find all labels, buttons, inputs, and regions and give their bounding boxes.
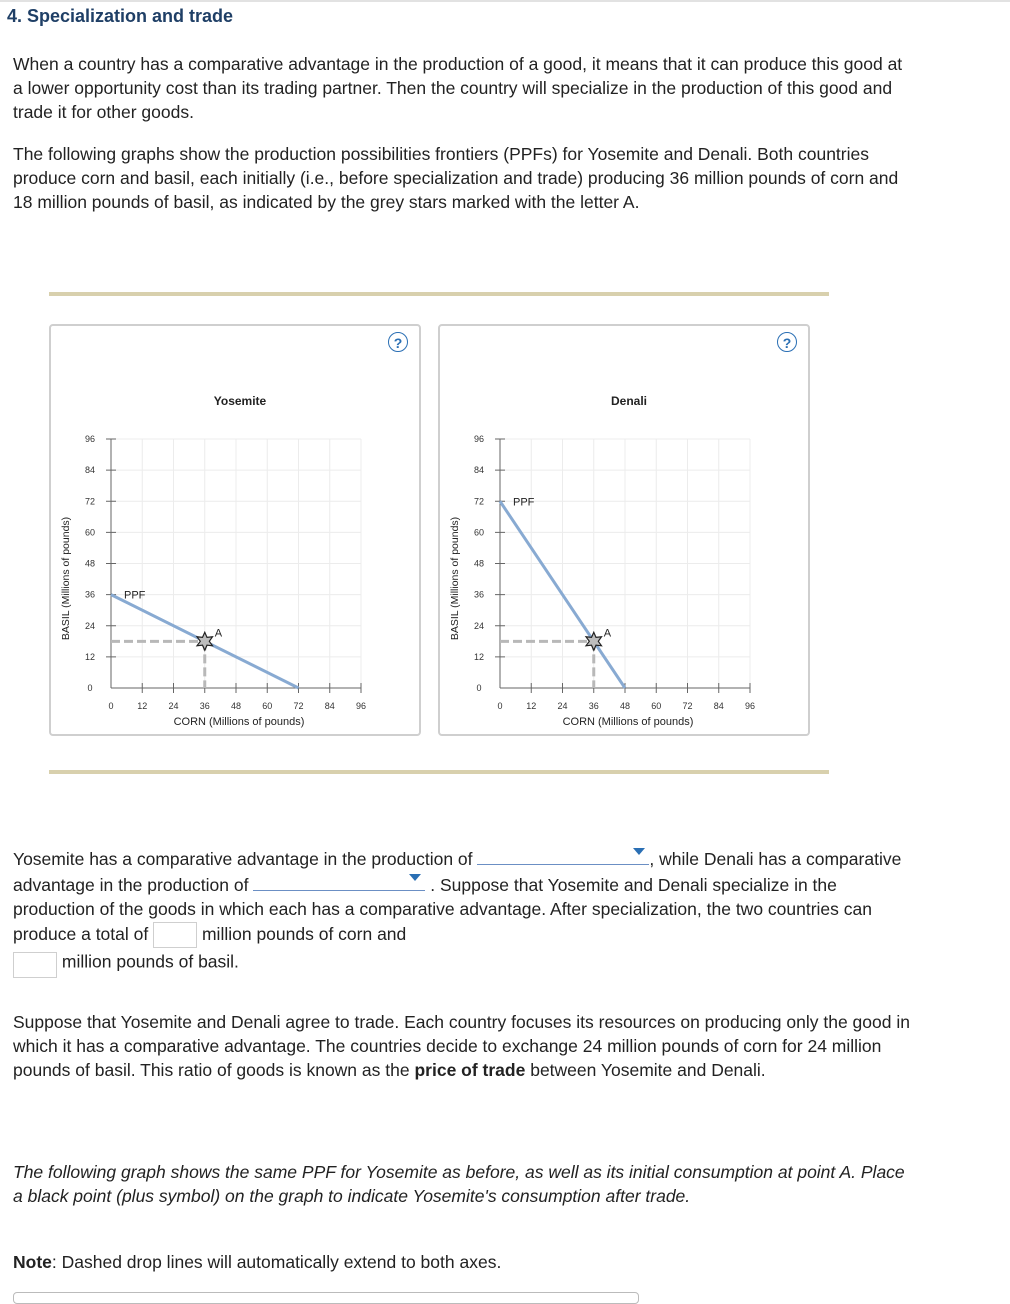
- question-text-2: , while Denali has a comparative advantage in the production of: [13, 849, 902, 895]
- page-title: 4. Specialization and trade: [7, 6, 234, 26]
- x-tick-label: 72: [682, 701, 693, 711]
- note-label: Note: [13, 1252, 52, 1272]
- x-tick-label: 84: [324, 701, 335, 711]
- x-tick-label: 48: [619, 701, 631, 711]
- x-axis-label: CORN (Millions of pounds): [562, 716, 694, 728]
- y-tick-label: 72: [84, 496, 96, 507]
- x-tick-label: 12: [137, 701, 148, 711]
- question-text-4: million pounds of corn and: [201, 923, 407, 944]
- ppf-label: PPF: [513, 496, 535, 509]
- dropdown-arrow-icon: [409, 874, 421, 881]
- x-axis-label: CORN (Millions of pounds): [173, 716, 305, 728]
- y-axis-label: BASIL (Millions of pounds): [449, 516, 461, 641]
- intro-paragraph-1: When a country has a comparative advantage in the production of a good, it means that it can produce this good at a lower opportunity cost than its trading partner. Then the country will specialize in the production of this good and trade it for other goods.: [13, 54, 903, 122]
- question-block: [13, 846, 913, 978]
- help-icon[interactable]: ?: [777, 332, 797, 352]
- comparative-advantage-denali-dropdown[interactable]: [253, 872, 425, 891]
- question-text-1: Yosemite has a comparative advantage in the production of: [13, 849, 473, 869]
- y-tick-label: 60: [84, 527, 96, 538]
- y-tick-label: 96: [84, 434, 96, 444]
- help-icon[interactable]: ?: [388, 332, 408, 352]
- y-tick-label: 48: [473, 558, 485, 569]
- y-tick-label: 24: [473, 620, 485, 631]
- x-tick-label: 48: [230, 701, 242, 711]
- x-tick-label: 24: [168, 701, 179, 711]
- y-tick-label: 84: [473, 465, 485, 476]
- intro-paragraph-2: The following graphs show the production possibilities frontiers (PPFs) for Yosemite and Denali. Both countries produce corn and basil, each initially (i.e., before specialization and trade) producing 36 million pounds of corn and 18 million pounds of basil, as indicated by the grey stars marked with the letter A.: [13, 144, 899, 212]
- comparative-advantage-yosemite-dropdown[interactable]: [477, 846, 649, 865]
- x-tick-label: 96: [355, 701, 367, 711]
- y-tick-label: 48: [84, 558, 96, 569]
- y-tick-label: 12: [84, 651, 96, 662]
- x-tick-label: 36: [199, 701, 210, 711]
- y-tick-label: 84: [84, 465, 96, 476]
- dropdown-arrow-icon: [633, 848, 645, 855]
- total-basil-input[interactable]: [13, 952, 57, 978]
- yosemite-graph-panel: [49, 324, 421, 736]
- trade-text-before: Suppose that Yosemite and Denali agree to trade. Each country focuses its resources on producing only the good in which it has a comparative advantage. The countries decide to exchange 24 million pounds of corn for 24 million pounds of basil. This ratio of goods is known as the: [13, 1012, 910, 1080]
- price-of-trade-term: price of trade: [414, 1060, 526, 1080]
- y-tick-label: 36: [473, 589, 485, 600]
- x-tick-label: 60: [651, 701, 662, 711]
- y-tick-label: 24: [84, 620, 96, 631]
- note-text: : Dashed drop lines will automatically extend to both axes.: [51, 1252, 502, 1272]
- y-tick-label: 96: [473, 434, 485, 444]
- x-tick-label: 84: [713, 701, 724, 711]
- graph-bottom-rule: [49, 770, 829, 774]
- y-tick-label: 12: [473, 651, 485, 662]
- x-tick-label: 12: [526, 701, 537, 711]
- x-tick-label: 0: [108, 701, 114, 711]
- x-tick-label: 0: [497, 701, 503, 711]
- y-axis-label: BASIL (Millions of pounds): [60, 516, 72, 641]
- chart-title: Yosemite: [213, 394, 267, 408]
- y-tick-label: 0: [87, 683, 93, 693]
- x-tick-label: 36: [588, 701, 599, 711]
- instruction-paragraph: The following graph shows the same PPF for Yosemite as before, as well as its initial consumption at point A. Place a black point (plus symbol) on the graph to indicate Yosemite's consumption after trade.: [13, 1162, 905, 1206]
- point-a-label: A: [603, 627, 612, 640]
- question-text-3: . Suppose that Yosemite and Denali specialize in the production of the goods in which each has a comparative advantage. After specialization, the two countries can produce a total of: [13, 874, 872, 944]
- point-a-star-icon: [197, 632, 213, 650]
- total-corn-input[interactable]: [153, 922, 197, 948]
- note-paragraph: [13, 1250, 913, 1274]
- chart-title: Denali: [610, 394, 648, 408]
- trade-text-after: between Yosemite and Denali.: [530, 1060, 766, 1080]
- x-tick-label: 60: [262, 701, 273, 711]
- x-tick-label: 96: [744, 701, 756, 711]
- point-a-label: A: [214, 627, 223, 640]
- y-tick-label: 60: [473, 527, 485, 538]
- yosemite-chart: [51, 326, 419, 734]
- trade-paragraph: [13, 1010, 913, 1082]
- x-tick-label: 24: [557, 701, 568, 711]
- graph-top-rule: [49, 292, 829, 296]
- denali-chart: [440, 326, 808, 734]
- x-tick-label: 72: [293, 701, 304, 711]
- denali-graph-panel: [438, 324, 810, 736]
- top-divider: [0, 0, 1010, 2]
- y-tick-label: 0: [476, 683, 482, 693]
- question-text-5: million pounds of basil.: [61, 951, 239, 972]
- ppf-label: PPF: [124, 589, 146, 602]
- next-graph-panel-edge: [13, 1292, 639, 1304]
- y-tick-label: 36: [84, 589, 96, 600]
- y-tick-label: 72: [473, 496, 485, 507]
